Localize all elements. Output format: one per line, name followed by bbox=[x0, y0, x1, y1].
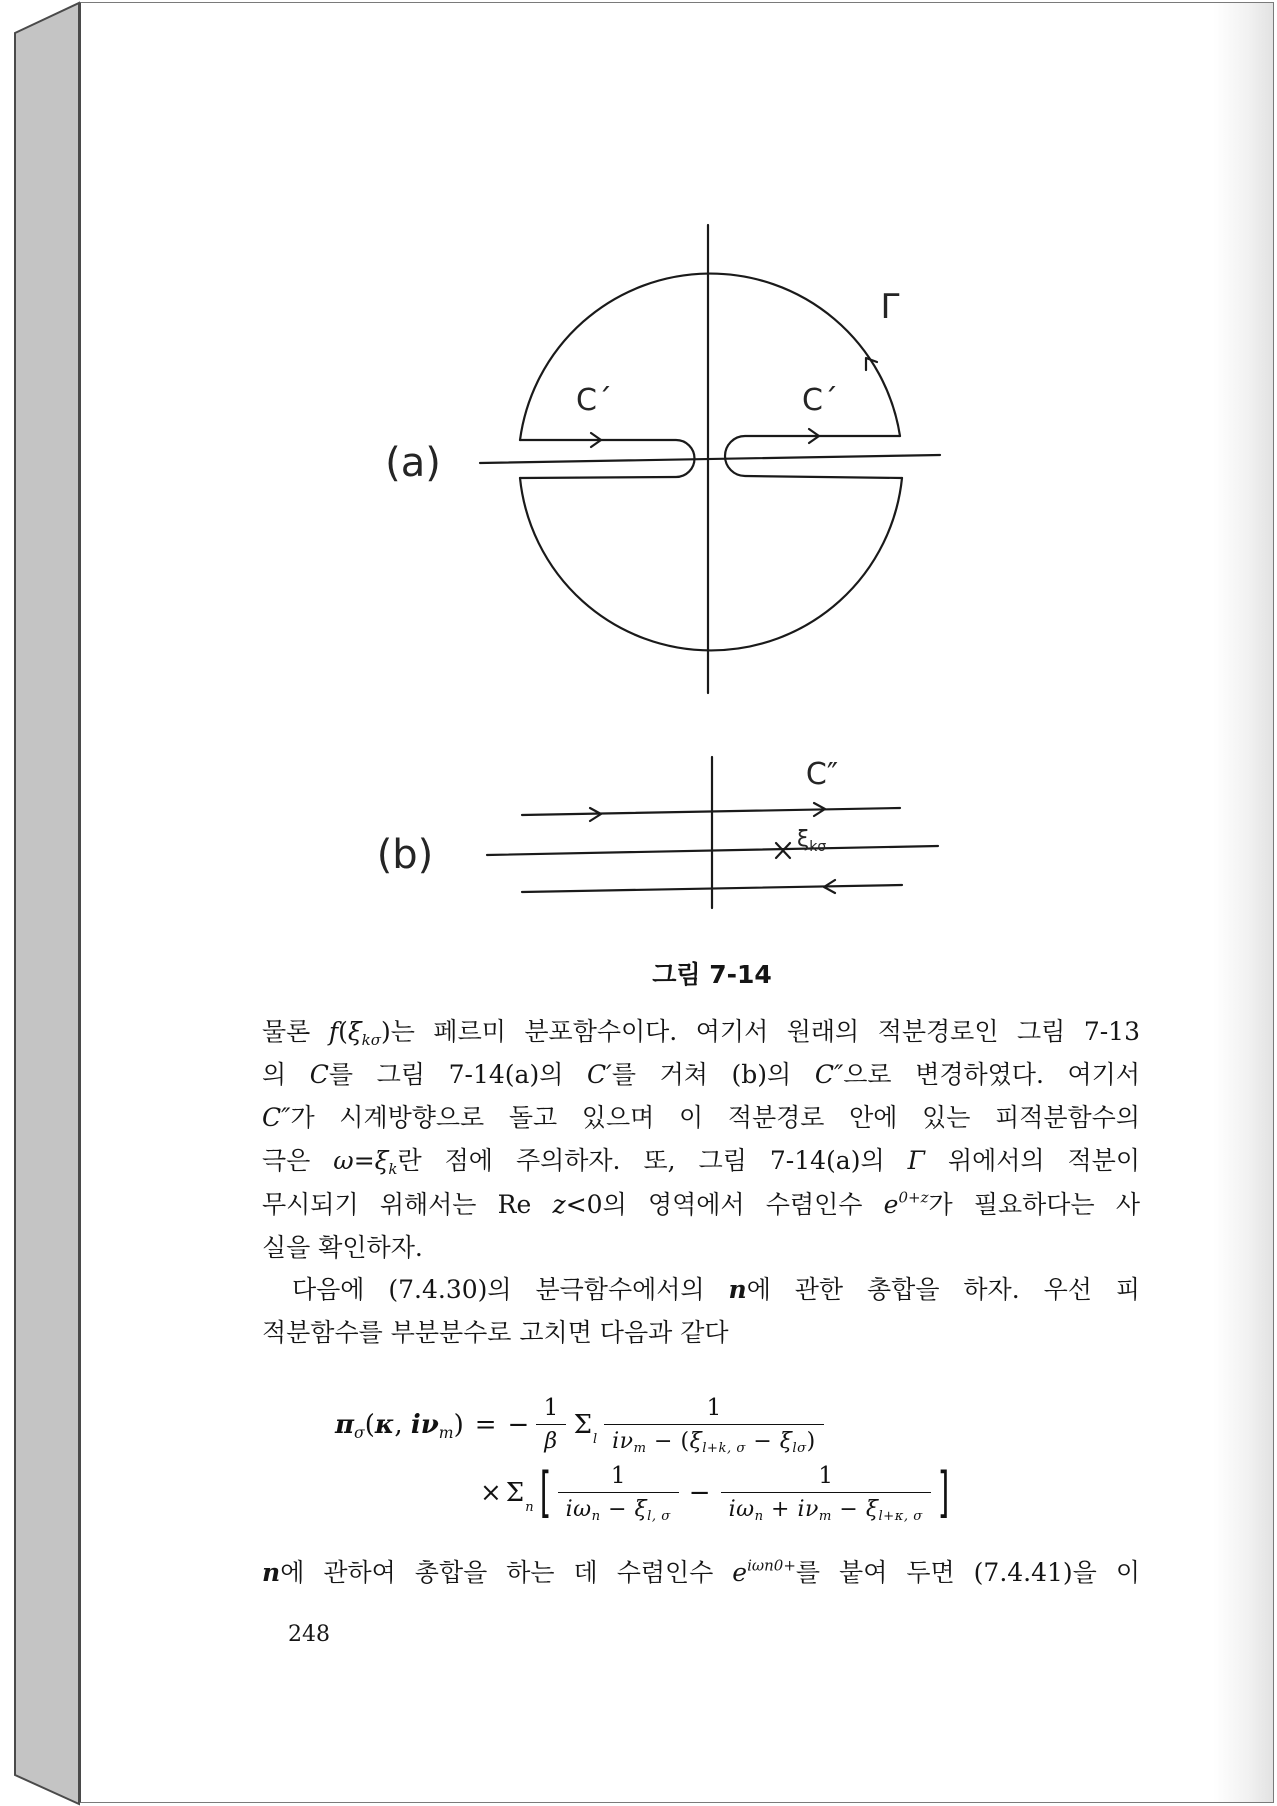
panel-a-label: (a) bbox=[385, 440, 441, 486]
math-b: n bbox=[262, 1558, 281, 1587]
math-i: f bbox=[328, 1017, 339, 1046]
text-run: 다음에 (7.4.30)의 분극함수에서의 bbox=[292, 1275, 729, 1304]
text-run: ( bbox=[364, 1410, 375, 1440]
text-run: 가 필요하다는 사 bbox=[928, 1190, 1140, 1219]
math-i: Γ bbox=[907, 1146, 925, 1175]
math-sub: l, σ bbox=[647, 1509, 671, 1525]
equals-sign: = bbox=[474, 1410, 497, 1440]
text-run: 란 점에 주의하자. 또, 그림 7-14(a)의 bbox=[397, 1146, 908, 1175]
text-run: ) bbox=[453, 1410, 464, 1440]
text-run: − bbox=[600, 1497, 635, 1522]
math-i: ξ bbox=[634, 1497, 648, 1522]
fraction-one-over-beta bbox=[536, 1394, 565, 1456]
text-run: 무시되기 위해서는 Re bbox=[262, 1190, 553, 1219]
pole-label-subscript: kσ bbox=[809, 839, 827, 855]
text-run: 를 그림 7-14(a)의 bbox=[328, 1060, 587, 1089]
fraction-numerator: 1 bbox=[818, 1463, 833, 1489]
math-i: ξ bbox=[689, 1429, 703, 1454]
lower-arc bbox=[520, 478, 902, 650]
math-i: e bbox=[883, 1190, 899, 1219]
math-i: C bbox=[309, 1060, 329, 1089]
math-b: π bbox=[335, 1410, 355, 1440]
text-run: 를 붙여 두면 (7.4.41)을 이 bbox=[795, 1558, 1140, 1587]
close-bracket: ] bbox=[937, 1461, 950, 1524]
contour-c-double-prime-label: C″ bbox=[805, 757, 839, 792]
body-line-8 bbox=[262, 1313, 1140, 1353]
summation-l bbox=[573, 1410, 598, 1447]
fraction-denominator bbox=[604, 1424, 824, 1456]
math-sup: 0+z bbox=[898, 1188, 929, 1207]
math-i: C′ bbox=[587, 1060, 612, 1089]
math-i: ξ bbox=[865, 1497, 879, 1522]
pole-label-symbol: ξ bbox=[797, 827, 810, 852]
minus-sign: − bbox=[688, 1478, 711, 1508]
text-run: 가 시계방향으로 돌고 있으며 이 적분경로 안에 있는 피적분함수의 bbox=[290, 1103, 1140, 1132]
math-i: z bbox=[552, 1190, 566, 1219]
text-run: , bbox=[394, 1410, 411, 1440]
body-line-7 bbox=[292, 1270, 1140, 1310]
contour-c-prime-left-label: C´ bbox=[576, 383, 612, 418]
math-i: C″ bbox=[262, 1103, 291, 1132]
text-run: 에 관한 총합을 하자. 우선 피 bbox=[746, 1275, 1140, 1304]
fraction-denominator bbox=[536, 1424, 565, 1456]
body-line-2 bbox=[262, 1055, 1140, 1095]
math-sub: l+κ, σ bbox=[878, 1509, 923, 1525]
math-sub: m bbox=[438, 1423, 454, 1442]
text-run: 실을 확인하자. bbox=[262, 1233, 423, 1262]
math-b: iν bbox=[410, 1410, 439, 1440]
math-i: iω bbox=[565, 1497, 592, 1522]
equation-lhs bbox=[335, 1410, 464, 1440]
open-bracket: [ bbox=[539, 1461, 551, 1524]
text-run: 적분함수를 부분분수로 고치면 다음과 같다 bbox=[262, 1318, 729, 1347]
math-sub: n bbox=[591, 1509, 601, 1525]
body-line-1 bbox=[262, 1012, 1140, 1052]
text-run: 으로 변경하였다. 여기서 bbox=[843, 1060, 1140, 1089]
text-run: <0의 영역에서 수렴인수 bbox=[565, 1190, 884, 1219]
math-sub: m bbox=[633, 1441, 647, 1457]
summation-symbol: Σ bbox=[505, 1478, 525, 1508]
body-line-6 bbox=[262, 1228, 1140, 1268]
fraction-second-partial bbox=[721, 1462, 931, 1524]
math-b: κ bbox=[374, 1410, 395, 1440]
math-i: ξ bbox=[374, 1146, 389, 1175]
body-line-after-equation bbox=[262, 1553, 1140, 1593]
page-number: 248 bbox=[288, 1622, 330, 1647]
text-run: 의 bbox=[262, 1060, 310, 1089]
math-sub: σ bbox=[354, 1423, 365, 1442]
panel-b bbox=[377, 757, 938, 908]
math-i: C″ bbox=[814, 1060, 844, 1089]
summation-symbol: Σ bbox=[573, 1410, 592, 1440]
body-line-4 bbox=[262, 1141, 1140, 1181]
math-i: ξ bbox=[779, 1429, 793, 1454]
math-sub: m bbox=[818, 1509, 832, 1525]
text-run: − bbox=[831, 1497, 866, 1522]
math-i: iν bbox=[612, 1429, 634, 1454]
summation-index: l bbox=[592, 1432, 598, 1447]
math-sup: iωn0+ bbox=[747, 1556, 796, 1575]
math-i: e bbox=[732, 1558, 748, 1587]
text-run: 를 거쳐 (b)의 bbox=[611, 1060, 815, 1089]
fraction-denominator bbox=[721, 1492, 931, 1524]
gamma-arc-label: Γ bbox=[880, 287, 900, 327]
text-run: = bbox=[353, 1146, 375, 1175]
text-run: − bbox=[745, 1429, 780, 1454]
contour-c-prime-right-label: C´ bbox=[802, 383, 838, 418]
math-i: β bbox=[544, 1429, 558, 1454]
fraction-first-partial bbox=[558, 1462, 679, 1524]
math-sub: k bbox=[388, 1159, 398, 1178]
text-run: ) bbox=[806, 1429, 816, 1454]
fraction-propagator-difference bbox=[604, 1394, 824, 1456]
summation-index: n bbox=[525, 1500, 534, 1515]
times-sign: × bbox=[480, 1478, 502, 1508]
text-run: 위에서의 적분이 bbox=[924, 1146, 1140, 1175]
math-i: iν bbox=[797, 1497, 819, 1522]
real-axis-a bbox=[480, 455, 940, 463]
panel-a bbox=[385, 225, 940, 693]
fraction-numerator: 1 bbox=[610, 1463, 626, 1489]
text-run: ( bbox=[338, 1017, 348, 1046]
equation-line-2 bbox=[480, 1453, 952, 1533]
text-run: − ( bbox=[646, 1429, 690, 1454]
text-run: + bbox=[763, 1497, 798, 1522]
figure-caption: 그림 7-14 bbox=[652, 960, 772, 989]
math-i: iω bbox=[728, 1497, 755, 1522]
pole-cross-icon bbox=[776, 843, 790, 858]
text-run: 극은 bbox=[262, 1146, 334, 1175]
body-line-5 bbox=[262, 1185, 1140, 1225]
text-run: )는 페르미 분포함수이다. 여기서 원래의 적분경로인 그림 7-13 bbox=[380, 1017, 1140, 1046]
panel-b-label: (b) bbox=[376, 832, 434, 878]
text-run: 물론 bbox=[262, 1017, 329, 1046]
fraction-numerator: 1 bbox=[543, 1395, 559, 1421]
math-sub: lσ bbox=[792, 1441, 807, 1457]
math-sub: n bbox=[754, 1509, 764, 1525]
math-sub: kσ bbox=[361, 1030, 381, 1049]
math-b: n bbox=[728, 1275, 747, 1304]
math-sub: l+k, σ bbox=[702, 1441, 746, 1457]
math-i: ξ bbox=[347, 1017, 362, 1046]
math-i: ω bbox=[333, 1146, 354, 1175]
text-run: 에 관하여 총합을 하는 데 수렴인수 bbox=[280, 1558, 733, 1587]
pole-label bbox=[797, 827, 826, 855]
minus-sign: − bbox=[507, 1410, 530, 1440]
body-line-3 bbox=[262, 1098, 1140, 1138]
fraction-denominator bbox=[558, 1492, 679, 1524]
fraction-numerator: 1 bbox=[706, 1395, 722, 1421]
summation-n bbox=[505, 1478, 534, 1515]
